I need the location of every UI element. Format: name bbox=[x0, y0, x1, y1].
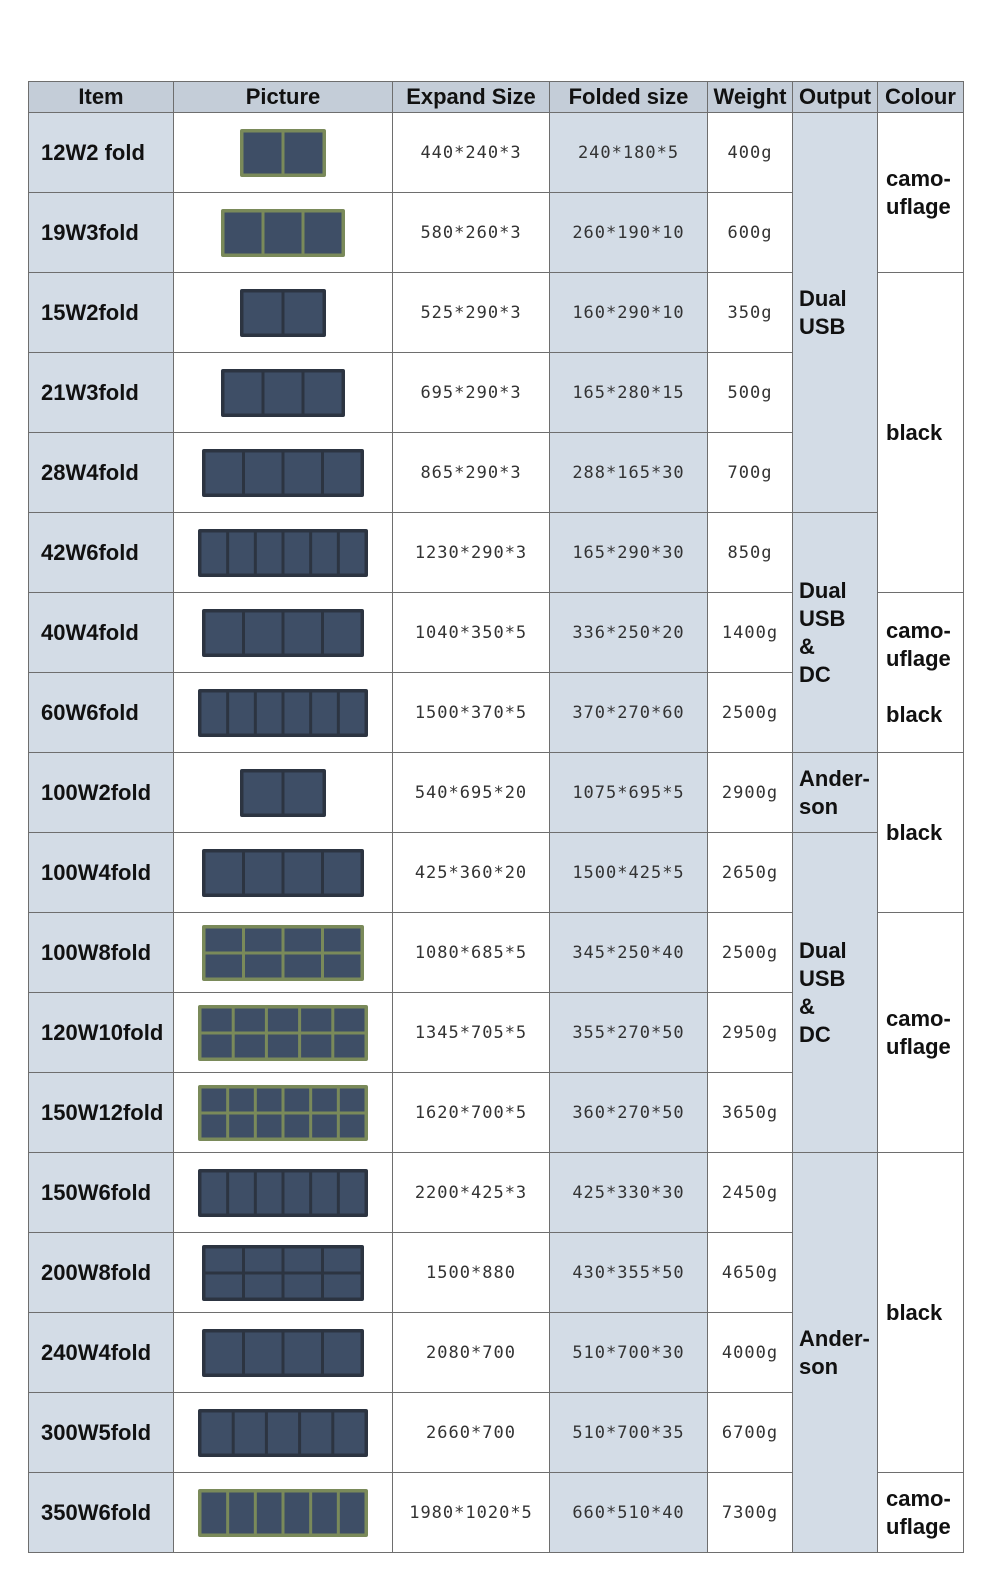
colour-line bbox=[886, 673, 963, 701]
folded-size-value: 165*280*15 bbox=[572, 382, 685, 403]
expand-size-cell bbox=[393, 1313, 550, 1393]
camo-8fold-panel-icon bbox=[188, 919, 378, 987]
standing-2fold-panel-icon bbox=[188, 759, 378, 827]
item-cell: 60W6fold bbox=[29, 673, 174, 753]
weight-cell bbox=[708, 513, 793, 593]
expand-size-value: 1980*1020*5 bbox=[409, 1502, 533, 1523]
folded-size-value: 345*250*40 bbox=[572, 942, 685, 963]
header-output: Output bbox=[793, 82, 878, 113]
folded-size-cell bbox=[550, 1073, 708, 1153]
weight-value: 2650g bbox=[721, 862, 779, 883]
header-row bbox=[29, 82, 964, 113]
folded-size-cell bbox=[550, 993, 708, 1073]
black-6fold-panel-icon bbox=[188, 1159, 378, 1227]
weight-cell bbox=[708, 353, 793, 433]
output-line: son bbox=[799, 793, 839, 819]
item-cell: 19W3fold bbox=[29, 193, 174, 273]
weight-cell bbox=[708, 673, 793, 753]
colour-cell bbox=[878, 113, 964, 273]
colour-line: uflage bbox=[886, 645, 951, 671]
expand-size-value: 425*360*20 bbox=[414, 862, 528, 883]
colour-line: camo- bbox=[886, 1005, 951, 1031]
table-row bbox=[29, 113, 964, 193]
black-4fold-panel-icon bbox=[188, 439, 378, 507]
expand-size-value: 1080*685*5 bbox=[414, 942, 528, 963]
colour-line: black bbox=[886, 419, 943, 445]
weight-value: 2500g bbox=[721, 942, 779, 963]
item-cell: 28W4fold bbox=[29, 433, 174, 513]
output-line: & bbox=[799, 993, 815, 1019]
weight-cell bbox=[708, 193, 793, 273]
output-cell bbox=[793, 753, 878, 833]
expand-size-value: 695*290*3 bbox=[420, 382, 522, 403]
weight-cell bbox=[708, 1473, 793, 1553]
weight-cell bbox=[708, 913, 793, 993]
item-cell: 42W6fold bbox=[29, 513, 174, 593]
picture-cell bbox=[174, 833, 393, 913]
colour-line: camo- bbox=[886, 1485, 951, 1511]
table-row bbox=[29, 1153, 964, 1233]
weight-value: 4000g bbox=[721, 1342, 779, 1363]
picture-cell bbox=[174, 1153, 393, 1233]
expand-size-cell bbox=[393, 1393, 550, 1473]
expand-size-cell bbox=[393, 593, 550, 673]
black-4fold-panel-icon bbox=[188, 599, 378, 667]
weight-value: 2950g bbox=[721, 1022, 779, 1043]
black-2fold-panel-icon bbox=[188, 279, 378, 347]
camo-6fold-panel-icon bbox=[188, 1479, 378, 1547]
colour-line: camo- bbox=[886, 617, 951, 643]
item-cell: 240W4fold bbox=[29, 1313, 174, 1393]
folded-size-value: 660*510*40 bbox=[572, 1502, 685, 1523]
picture-cell bbox=[174, 993, 393, 1073]
folded-size-value: 430*355*50 bbox=[572, 1262, 685, 1283]
black-5fold-panel-icon bbox=[188, 1399, 378, 1467]
picture-cell bbox=[174, 1313, 393, 1393]
weight-cell bbox=[708, 113, 793, 193]
item-cell: 300W5fold bbox=[29, 1393, 174, 1473]
expand-size-cell bbox=[393, 353, 550, 433]
expand-size-value: 865*290*3 bbox=[420, 462, 522, 483]
expand-size-cell bbox=[393, 273, 550, 353]
folded-size-cell bbox=[550, 593, 708, 673]
weight-value: 850g bbox=[727, 542, 773, 563]
output-line: USB bbox=[799, 313, 846, 339]
weight-cell bbox=[708, 753, 793, 833]
picture-cell bbox=[174, 1073, 393, 1153]
weight-cell bbox=[708, 593, 793, 673]
item-cell: 200W8fold bbox=[29, 1233, 174, 1313]
item-cell: 100W2fold bbox=[29, 753, 174, 833]
colour-cell bbox=[878, 1473, 964, 1553]
picture-cell bbox=[174, 1233, 393, 1313]
folded-size-value: 160*290*10 bbox=[572, 302, 685, 323]
folded-size-cell bbox=[550, 1313, 708, 1393]
weight-value: 2450g bbox=[721, 1182, 779, 1203]
colour-line: black bbox=[886, 819, 943, 845]
output-line: USB bbox=[799, 605, 846, 631]
weight-value: 500g bbox=[727, 382, 773, 403]
item-cell: 150W6fold bbox=[29, 1153, 174, 1233]
weight-cell bbox=[708, 1073, 793, 1153]
weight-value: 350g bbox=[727, 302, 773, 323]
folded-size-value: 1075*695*5 bbox=[572, 782, 685, 803]
expand-size-value: 440*240*3 bbox=[420, 142, 522, 163]
output-line: & bbox=[799, 633, 815, 659]
picture-cell bbox=[174, 433, 393, 513]
expand-size-value: 1230*290*3 bbox=[414, 542, 528, 563]
folded-size-cell bbox=[550, 353, 708, 433]
output-line: Dual bbox=[799, 577, 847, 603]
item-cell: 120W10fold bbox=[29, 993, 174, 1073]
colour-cell bbox=[878, 1153, 964, 1473]
black-6fold-panel-icon bbox=[188, 519, 378, 587]
table-row bbox=[29, 753, 964, 833]
expand-size-cell bbox=[393, 833, 550, 913]
folded-size-cell bbox=[550, 833, 708, 913]
expand-size-cell bbox=[393, 1473, 550, 1553]
folded-size-cell bbox=[550, 673, 708, 753]
picture-cell bbox=[174, 593, 393, 673]
weight-value: 3650g bbox=[721, 1102, 779, 1123]
black-8fold-panel-icon bbox=[188, 1239, 378, 1307]
weight-value: 4650g bbox=[721, 1262, 779, 1283]
item-cell: 40W4fold bbox=[29, 593, 174, 673]
output-line: USB bbox=[799, 965, 846, 991]
expand-size-cell bbox=[393, 913, 550, 993]
folded-size-value: 288*165*30 bbox=[572, 462, 685, 483]
weight-cell bbox=[708, 993, 793, 1073]
folded-size-value: 1500*425*5 bbox=[572, 862, 685, 883]
table-row bbox=[29, 513, 964, 593]
output-line: DC bbox=[799, 661, 831, 687]
output-line: Dual bbox=[799, 937, 847, 963]
weight-value: 1400g bbox=[721, 622, 779, 643]
expand-size-value: 580*260*3 bbox=[420, 222, 522, 243]
expand-size-cell bbox=[393, 753, 550, 833]
folded-size-value: 360*270*50 bbox=[572, 1102, 685, 1123]
expand-size-cell bbox=[393, 113, 550, 193]
expand-size-value: 1620*700*5 bbox=[414, 1102, 528, 1123]
output-line: DC bbox=[799, 1021, 831, 1047]
expand-size-value: 540*695*20 bbox=[414, 782, 528, 803]
output-cell bbox=[793, 1153, 878, 1553]
expand-size-cell bbox=[393, 1073, 550, 1153]
expand-size-value: 1500*880 bbox=[426, 1262, 516, 1283]
output-line: Dual bbox=[799, 285, 847, 311]
weight-cell bbox=[708, 1313, 793, 1393]
colour-line: black bbox=[886, 701, 943, 727]
picture-cell bbox=[174, 273, 393, 353]
colour-line: uflage bbox=[886, 1513, 951, 1539]
expand-size-value: 525*290*3 bbox=[420, 302, 522, 323]
expand-size-value: 1040*350*5 bbox=[414, 622, 528, 643]
folded-size-cell bbox=[550, 273, 708, 353]
weight-cell bbox=[708, 1393, 793, 1473]
expand-size-value: 2200*425*3 bbox=[414, 1182, 528, 1203]
output-line: Ander- bbox=[799, 765, 870, 791]
colour-cell bbox=[878, 593, 964, 753]
weight-value: 400g bbox=[727, 142, 773, 163]
output-line: Ander- bbox=[799, 1325, 870, 1351]
folded-size-value: 510*700*30 bbox=[572, 1342, 685, 1363]
folded-size-value: 370*270*60 bbox=[572, 702, 685, 723]
folded-size-cell bbox=[550, 433, 708, 513]
header-picture: Picture bbox=[174, 82, 393, 113]
table-body bbox=[29, 113, 964, 1553]
header-folded-size: Folded size bbox=[550, 82, 708, 113]
output-cell bbox=[793, 113, 878, 513]
folded-size-value: 425*330*30 bbox=[572, 1182, 685, 1203]
output-line: son bbox=[799, 1353, 839, 1379]
item-cell: 100W8fold bbox=[29, 913, 174, 993]
camo-2fold-panel-icon bbox=[188, 119, 378, 187]
header-item: Item bbox=[29, 82, 174, 113]
colour-line: black bbox=[886, 1299, 943, 1325]
expand-size-value: 2080*700 bbox=[426, 1342, 516, 1363]
header-expand-size: Expand Size bbox=[393, 82, 550, 113]
picture-cell bbox=[174, 193, 393, 273]
weight-value: 2900g bbox=[721, 782, 779, 803]
folded-size-cell bbox=[550, 1473, 708, 1553]
weight-value: 700g bbox=[727, 462, 773, 483]
folded-size-cell bbox=[550, 753, 708, 833]
item-cell: 15W2fold bbox=[29, 273, 174, 353]
picture-cell bbox=[174, 513, 393, 593]
picture-cell bbox=[174, 353, 393, 433]
weight-cell bbox=[708, 273, 793, 353]
weight-cell bbox=[708, 1233, 793, 1313]
colour-line: camo- bbox=[886, 165, 951, 191]
item-cell: 150W12fold bbox=[29, 1073, 174, 1153]
weight-cell bbox=[708, 1153, 793, 1233]
colour-cell bbox=[878, 273, 964, 593]
weight-value: 600g bbox=[727, 222, 773, 243]
folded-size-value: 165*290*30 bbox=[572, 542, 685, 563]
camo-10fold-panel-icon bbox=[188, 999, 378, 1067]
expand-size-cell bbox=[393, 193, 550, 273]
picture-cell bbox=[174, 113, 393, 193]
picture-cell bbox=[174, 1473, 393, 1553]
picture-cell bbox=[174, 673, 393, 753]
folded-size-value: 260*190*10 bbox=[572, 222, 685, 243]
weight-value: 6700g bbox=[721, 1422, 779, 1443]
weight-value: 7300g bbox=[721, 1502, 779, 1523]
camo-12fold-panel-icon bbox=[188, 1079, 378, 1147]
spec-table bbox=[28, 81, 964, 1553]
expand-size-value: 1500*370*5 bbox=[414, 702, 528, 723]
item-cell: 100W4fold bbox=[29, 833, 174, 913]
black-4fold-panel-icon bbox=[188, 1319, 378, 1387]
header-weight: Weight bbox=[708, 82, 793, 113]
expand-size-cell bbox=[393, 673, 550, 753]
item-cell: 21W3fold bbox=[29, 353, 174, 433]
colour-line: uflage bbox=[886, 1033, 951, 1059]
expand-size-value: 1345*705*5 bbox=[414, 1022, 528, 1043]
expand-size-cell bbox=[393, 993, 550, 1073]
expand-size-cell bbox=[393, 433, 550, 513]
folded-size-value: 355*270*50 bbox=[572, 1022, 685, 1043]
picture-cell bbox=[174, 753, 393, 833]
picture-cell bbox=[174, 913, 393, 993]
colour-line: uflage bbox=[886, 193, 951, 219]
expand-size-cell bbox=[393, 1153, 550, 1233]
folded-size-value: 240*180*5 bbox=[577, 142, 680, 163]
output-cell bbox=[793, 833, 878, 1153]
expand-size-cell bbox=[393, 1233, 550, 1313]
black-3fold-panel-icon bbox=[188, 359, 378, 427]
header-colour: Colour bbox=[878, 82, 964, 113]
black-4fold-panel-icon bbox=[188, 839, 378, 907]
weight-value: 2500g bbox=[721, 702, 779, 723]
colour-cell bbox=[878, 753, 964, 913]
black-6fold-panel-icon bbox=[188, 679, 378, 747]
weight-cell bbox=[708, 833, 793, 913]
folded-size-cell bbox=[550, 513, 708, 593]
folded-size-value: 336*250*20 bbox=[572, 622, 685, 643]
expand-size-cell bbox=[393, 513, 550, 593]
expand-size-value: 2660*700 bbox=[426, 1422, 516, 1443]
item-cell: 12W2 fold bbox=[29, 113, 174, 193]
weight-cell bbox=[708, 433, 793, 513]
output-cell bbox=[793, 513, 878, 753]
camo-3fold-panel-icon bbox=[188, 199, 378, 267]
item-cell: 350W6fold bbox=[29, 1473, 174, 1553]
folded-size-value: 510*700*35 bbox=[572, 1422, 685, 1443]
table-row bbox=[29, 833, 964, 913]
folded-size-cell bbox=[550, 1153, 708, 1233]
folded-size-cell bbox=[550, 913, 708, 993]
folded-size-cell bbox=[550, 1393, 708, 1473]
picture-cell bbox=[174, 1393, 393, 1473]
folded-size-cell bbox=[550, 1233, 708, 1313]
folded-size-cell bbox=[550, 113, 708, 193]
folded-size-cell bbox=[550, 193, 708, 273]
colour-cell bbox=[878, 913, 964, 1153]
